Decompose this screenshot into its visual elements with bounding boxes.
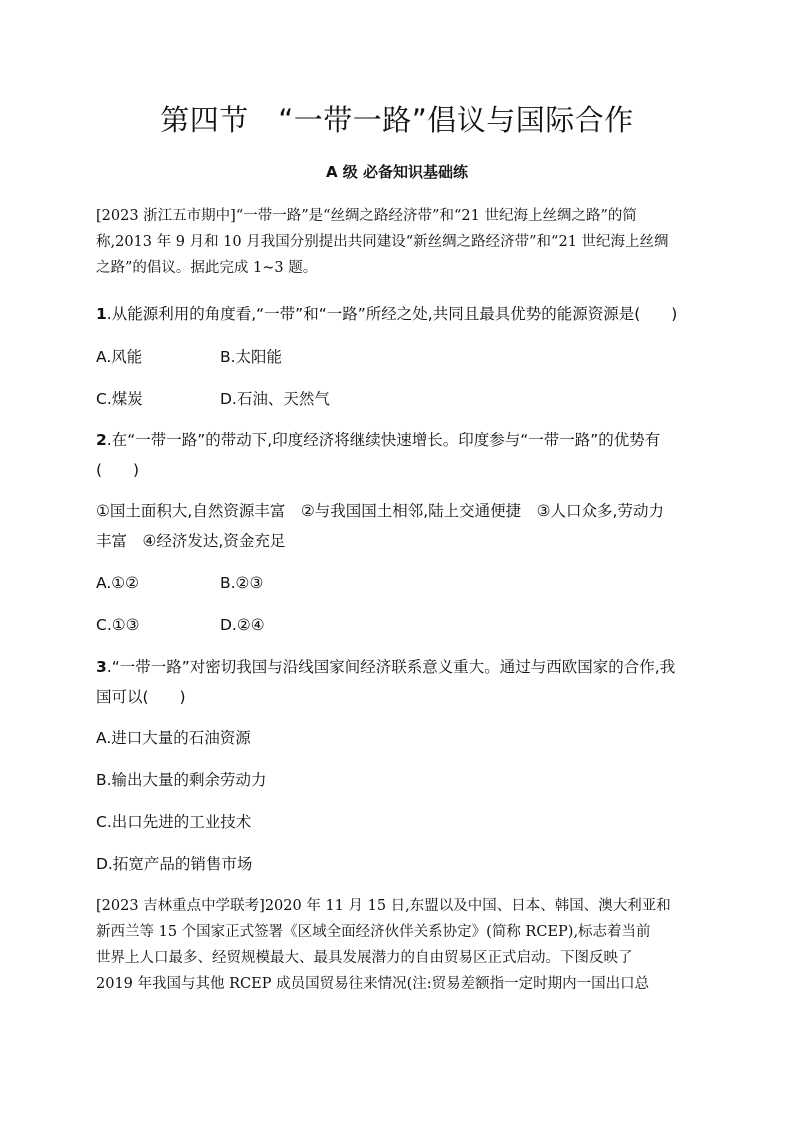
question-2-statements [96,496,696,556]
option-a[interactable]: A.进口大量的石油资源 [96,729,251,747]
option-b[interactable]: B.太阳能 [220,348,283,366]
passage-line: [2023 吉林重点中学联考]2020 年 11 月 15 日,东盟以及中国、日本、韩国、澳大利亚和 [96,898,671,914]
statement-line: ①国土面积大,自然资源丰富 ②与我国国土相邻,陆上交通便捷 ③人口众多,劳动力 [96,502,664,520]
section-subtitle: A 级 必备知识基础练 [325,163,469,181]
option-d[interactable]: D.石油、天然气 [220,390,330,408]
question-stem: .“一带一路”对密切我国与沿线国家间经济联系意义重大。通过与西欧国家的合作,我 [106,658,676,676]
question-1 [96,299,696,329]
page-title: 第四节 “一带一路”倡议与国际合作 [160,103,634,137]
statement-line: 丰富 ④经济发达,资金充足 [96,532,286,550]
passage-2 [96,893,696,997]
option-c[interactable]: C.煤炭 [96,390,143,408]
question-number: 2 [96,431,107,449]
option-b[interactable]: B.输出大量的剩余劳动力 [96,771,267,789]
question-number: 1 [96,305,107,323]
passage-line: 世界上人口最多、经贸规模最大、最具发展潜力的自由贸易区正式启动。下图反映了 [96,950,633,966]
option-b[interactable]: B.②③ [220,574,264,592]
question-stem-cont: ( ) [96,461,140,479]
passage-1 [96,203,696,281]
option-c[interactable]: C.①③ [96,616,140,634]
question-stem-cont: 国可以( ) [96,688,186,706]
question-stem: .在“一带一路”的带动下,印度经济将继续快速增长。印度参与“一带一路”的优势有 [106,431,661,449]
option-c[interactable]: C.出口先进的工业技术 [96,813,252,831]
passage-line: 新西兰等 15 个国家正式签署《区域全面经济伙伴关系协定》(简称 RCEP),标志着当前 [96,924,651,940]
passage-line: [2023 浙江五市期中]“一带一路”是“丝绸之路经济带”和“21 世纪海上丝绸之路”的简 [96,208,637,224]
option-a[interactable]: A.①② [96,574,140,592]
option-d[interactable]: D.拓宽产品的销售市场 [96,855,253,873]
passage-line: 2019 年我国与其他 RCEP 成员国贸易往来情况(注:贸易差额指一定时期内一国出口总 [96,976,650,992]
question-stem: .从能源利用的角度看,“一带”和“一路”所经之处,共同且最具优势的能源资源是( ) [106,305,678,323]
question-2 [96,425,696,485]
passage-line: 称,2013 年 9 月和 10 月我国分别提出共同建设“新丝绸之路经济带”和“21 世纪海上丝绸 [96,234,669,250]
question-3 [96,652,696,712]
passage-line: 之路”的倡议。据此完成 1~3 题。 [96,260,318,276]
option-a[interactable]: A.风能 [96,348,143,366]
question-number: 3 [96,658,107,676]
option-d[interactable]: D.②④ [220,616,265,634]
